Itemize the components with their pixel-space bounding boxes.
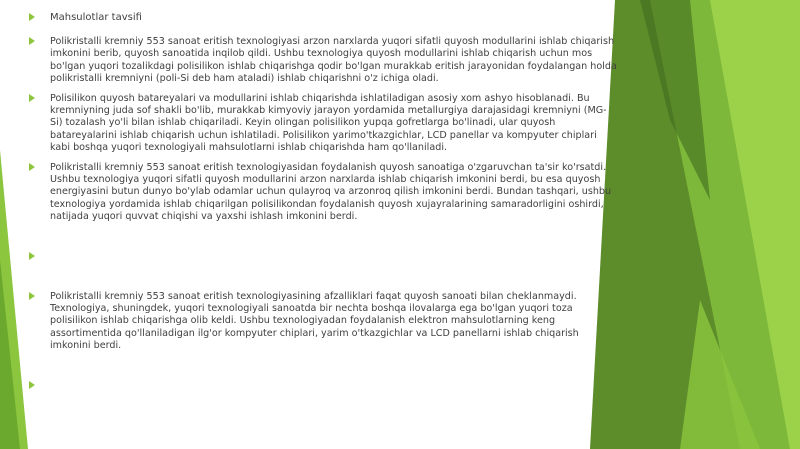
bullet-paragraph-2	[28, 93, 618, 154]
bullet-arrow-icon	[29, 94, 35, 102]
paragraph-text: Polisilikon quyosh batareyalari va modullarini ishlab chiqarishda ishlatiladigan asosiy xom ashyo hisoblanadi. Bu kremniyning juda sof shakli bo'lib, murakkab kimyoviy jarayon yordamida metallurgiya darajasidagi kremniyni (MG-Si) tozalash yo'li bilan ishlab chiqariladi. Keyin olingan polisilikon yupqa gofretlarga bo'linadi, ular quyosh batareyalarini ishlab chiqarish uchun ishlatiladi. Polisilikon yarimo'tkazgichlar, LCD panellar va kompyuter chiplari kabi boshqa yuqori texnologiyali mahsulotlarni ishlab chiqarishda ham qo'llaniladi.	[50, 93, 607, 153]
paragraph-text: Polikristalli kremniy 553 sanoat eritish texnologiyasi arzon narxlarda yuqori sifatli quyosh modullarini ishlab chiqarish imkonini berib, quyosh sanoatida inqilob qildi. Ushbu texnologiya quyosh modullarini ishlab chiqarish uchun mos bo'lgan yuqori tozalikdagi polisilikon ishlab chiqarishga qodir bo'lgan murakkab eritish jarayonidan foydalangan holda polikristalli kremniyni (poli-Si deb ham ataladi) ishlab chiqarishni o'z ichiga oladi.	[50, 36, 617, 84]
slide-title: Mahsulotlar tavsifi	[50, 12, 142, 23]
bullet-paragraph-3	[28, 162, 618, 223]
left-green-decoration	[0, 0, 28, 449]
bullet-arrow-icon	[29, 381, 35, 389]
bullet-arrow-icon	[29, 252, 35, 260]
bullet-arrow-icon	[29, 13, 35, 21]
slide-content	[28, 12, 618, 392]
slide-title-item	[28, 12, 618, 24]
paragraph-text: Polikristalli kremniy 553 sanoat eritish texnologiyasining afzalliklari faqat quyosh sanoati bilan cheklanmaydi. Texnologiya, shuningdek, yuqori texnologiyali sanoatda bir nechta boshqa ilovalarga ega bo'lgan yuqori toza polisilikon ishlab chiqarishga olib keldi. Ushbu texnologiyadan foydalanish elektron mahsulotlarning keng assortimentida qo'llaniladigan ilg'or kompyuter chiplari, yarim o'tkazgichlar va LCD panellarni ishlab chiqarish imkonini berdi.	[50, 291, 579, 351]
paragraph-text: Polikristalli kremniy 553 sanoat eritish texnologiyasidan foydalanish quyosh sanoatiga o'zgaruvchan ta'sir ko'rsatdi. Ushbu texnologiya yuqori sifatli quyosh modullarini arzon narxlarda ishlab chiqarish imkonini berdi, bu esa quyosh energiyasini butun dunyo bo'ylab odamlar uchun qulayroq va arzonroq qilish imkonini berdi. Bundan tashqari, ushbu texnologiya yordamida ishlab chiqarilgan polisilikondan foydalanish quyosh xujayralarining samaradorligini oshirdi, natijada yuqori quvvat chiqishi va yaxshi ishlash imkonini berdi.	[50, 162, 612, 222]
bullet-arrow-icon	[29, 292, 35, 300]
empty-bullet	[28, 251, 618, 263]
bullet-paragraph-1	[28, 36, 618, 85]
bullet-paragraph-4	[28, 291, 618, 352]
bullet-arrow-icon	[29, 37, 35, 45]
empty-bullet	[28, 380, 618, 392]
bullet-arrow-icon	[29, 163, 35, 171]
